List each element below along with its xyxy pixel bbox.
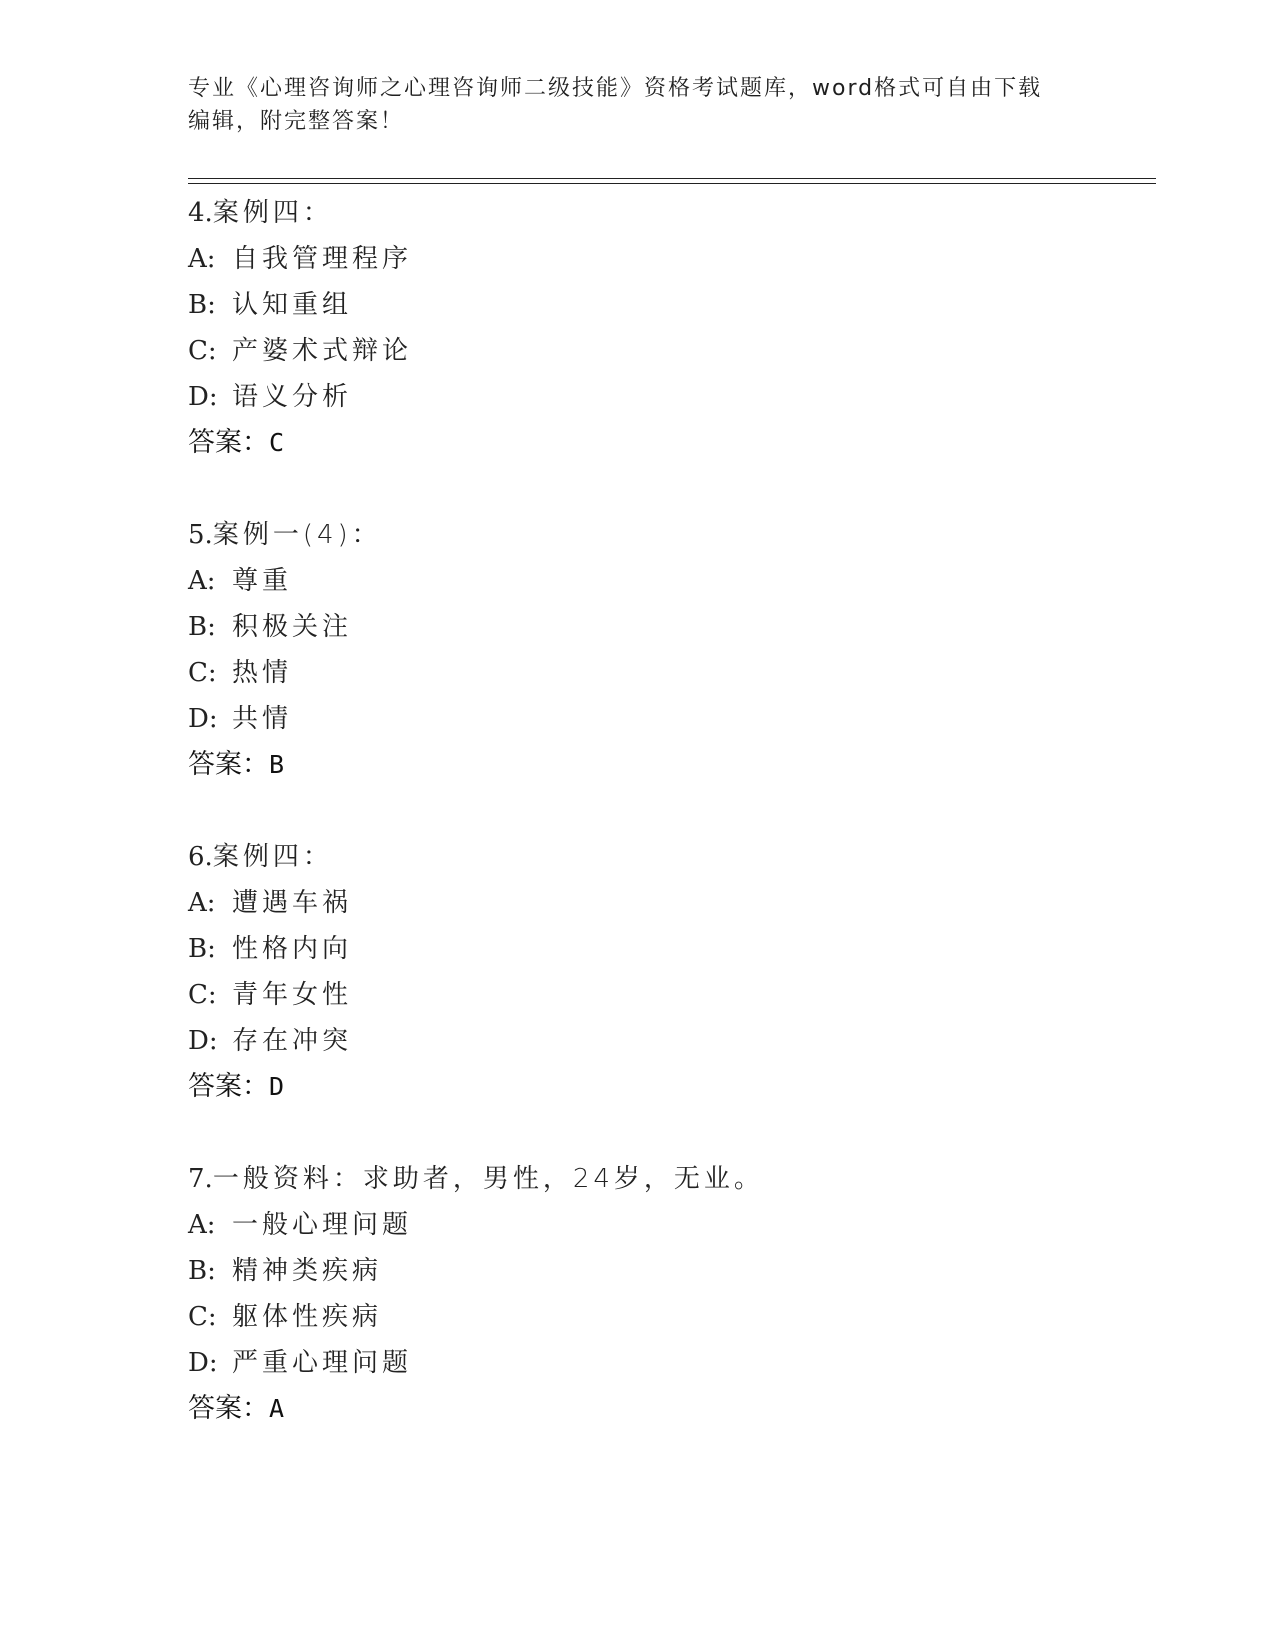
option-text: 尊重 [232, 566, 293, 596]
option-letter: A: [188, 1210, 216, 1240]
option-letter: C: [188, 336, 217, 366]
question-stem [188, 834, 1148, 880]
option-letter: B: [188, 290, 216, 320]
option-c [188, 972, 1148, 1018]
answer-label: 答案： [188, 427, 269, 458]
question-text: 一般资料：求助者，男性，24岁，无业。 [212, 1164, 764, 1194]
option-b [188, 926, 1148, 972]
option-c [188, 1294, 1148, 1340]
question-5 [188, 512, 1148, 788]
option-a [188, 1202, 1148, 1248]
answer-line [188, 1386, 1148, 1432]
option-letter: D: [188, 382, 218, 412]
option-text: 热情 [232, 658, 293, 688]
option-text: 存在冲突 [232, 1026, 353, 1056]
question-number: 5. [188, 520, 213, 550]
option-d [188, 374, 1148, 420]
option-letter: A: [188, 888, 216, 918]
question-text: 案例一(4)： [212, 520, 382, 550]
option-c [188, 650, 1148, 696]
question-stem [188, 512, 1148, 558]
option-text: 自我管理程序 [232, 244, 413, 274]
option-text: 躯体性疾病 [232, 1302, 383, 1332]
answer-value: D [269, 1072, 285, 1101]
option-text: 语义分析 [232, 382, 353, 412]
option-text: 共情 [232, 704, 293, 734]
header-line-2: 编辑，附完整答案！ [188, 109, 405, 134]
answer-line [188, 1064, 1148, 1110]
question-number: 4. [188, 198, 213, 228]
answer-label: 答案： [188, 1393, 269, 1424]
option-b [188, 604, 1148, 650]
option-letter: B: [188, 1256, 216, 1286]
answer-value: C [269, 428, 285, 457]
option-d [188, 696, 1148, 742]
option-a [188, 558, 1148, 604]
question-text: 案例四： [212, 842, 333, 872]
option-letter: B: [188, 934, 216, 964]
option-d [188, 1018, 1148, 1064]
question-text: 案例四： [212, 198, 333, 228]
option-letter: C: [188, 1302, 217, 1332]
option-text: 认知重组 [232, 290, 353, 320]
question-7 [188, 1156, 1148, 1432]
option-a [188, 236, 1148, 282]
option-text: 遭遇车祸 [232, 888, 353, 918]
option-a [188, 880, 1148, 926]
question-4 [188, 190, 1148, 466]
answer-label: 答案： [188, 1071, 269, 1102]
option-letter: D: [188, 704, 218, 734]
option-letter: D: [188, 1026, 218, 1056]
option-letter: A: [188, 566, 216, 596]
question-number: 7. [188, 1164, 213, 1194]
option-b [188, 282, 1148, 328]
option-c [188, 328, 1148, 374]
option-letter: C: [188, 980, 217, 1010]
answer-line [188, 742, 1148, 788]
question-number: 6. [188, 842, 213, 872]
question-stem [188, 1156, 1148, 1202]
option-text: 产婆术式辩论 [232, 336, 413, 366]
option-letter: D: [188, 1348, 218, 1378]
option-text: 一般心理问题 [232, 1210, 413, 1240]
option-text: 精神类疾病 [232, 1256, 383, 1286]
option-letter: B: [188, 612, 216, 642]
option-letter: C: [188, 658, 217, 688]
answer-line [188, 420, 1148, 466]
answer-value: A [269, 1394, 285, 1423]
header-line-1: 专业《心理咨询师之心理咨询师二级技能》资格考试题库，word格式可自由下载 [188, 76, 1043, 101]
option-text: 性格内向 [232, 934, 353, 964]
header-divider-bottom [188, 183, 1156, 184]
header-divider-top [188, 178, 1156, 179]
question-list [188, 190, 1148, 1478]
option-letter: A: [188, 244, 216, 274]
option-d [188, 1340, 1148, 1386]
option-text: 积极关注 [232, 612, 353, 642]
option-b [188, 1248, 1148, 1294]
question-stem [188, 190, 1148, 236]
option-text: 青年女性 [232, 980, 353, 1010]
document-header [188, 72, 1088, 138]
answer-value: B [269, 750, 285, 779]
question-6 [188, 834, 1148, 1110]
answer-label: 答案： [188, 749, 269, 780]
option-text: 严重心理问题 [232, 1348, 413, 1378]
